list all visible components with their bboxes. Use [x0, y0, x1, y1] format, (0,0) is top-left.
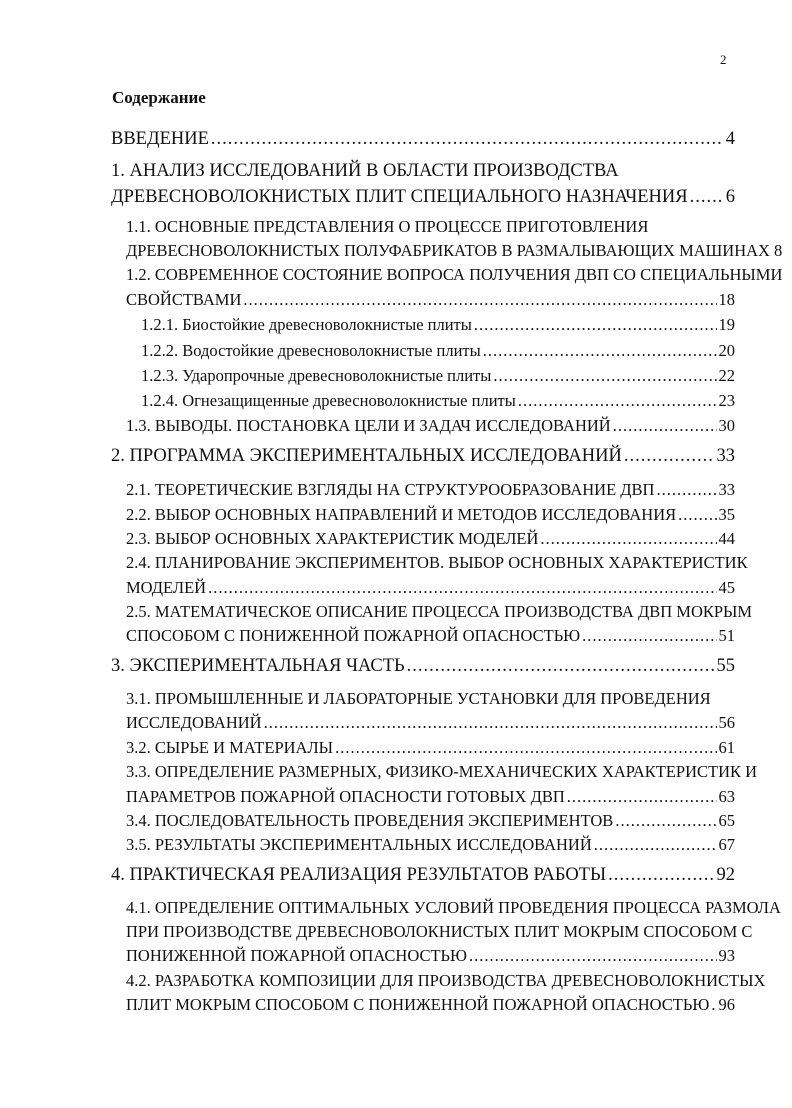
toc-entry-text: 2.2. ВЫБОР ОСНОВНЫХ НАПРАВЛЕНИЙ И МЕТОДОВ ИССЛЕДОВАНИЯ	[126, 505, 677, 524]
page-number: 2	[720, 52, 727, 67]
toc-entry-4-1-line-3[interactable]	[126, 946, 735, 966]
toc-entry-page: 30	[718, 416, 735, 435]
toc-entry-text: 3. ЭКСПЕРИМЕНТАЛЬНАЯ ЧАСТЬ	[111, 656, 405, 676]
toc-entry-2-3[interactable]	[126, 529, 735, 549]
toc-leader-dots	[493, 366, 716, 386]
toc-entry-page: 23	[718, 391, 735, 410]
toc-entry-page: 6	[725, 187, 735, 207]
toc-leader-dots	[208, 578, 716, 598]
toc-entry-1-2-3[interactable]	[141, 366, 735, 386]
toc-entry-page: 96	[718, 995, 735, 1014]
toc-entry-page: 45	[718, 578, 735, 597]
toc-leader-dots	[264, 713, 717, 733]
toc-entry-page: 8	[773, 241, 783, 260]
toc-entry-text: 3.5. РЕЗУЛЬТАТЫ ЭКСПЕРИМЕНТАЛЬНЫХ ИССЛЕДОВАНИЙ	[126, 835, 592, 854]
toc-entry-text: ВВЕДЕНИЕ	[111, 129, 209, 149]
toc-leader-dots	[582, 626, 716, 646]
toc-entry-text: ПОНИЖЕННОЙ ПОЖАРНОЙ ОПАСНОСТЬЮ	[126, 946, 467, 965]
toc-entry-1-2-line-2[interactable]	[126, 290, 735, 310]
toc-entry-text: 1.2.4. Огнезащищенные древесноволокнистые плиты	[141, 391, 516, 410]
toc-entry-text: ИССЛЕДОВАНИЙ	[126, 713, 262, 732]
toc-entry-page: 19	[718, 315, 735, 334]
toc-leader-dots	[594, 835, 717, 855]
toc-leader-dots	[678, 505, 716, 525]
toc-entry-2-4-line-1[interactable]	[126, 553, 748, 573]
toc-entry-text: ДРЕВЕСНОВОЛОКНИСТЫХ ПОЛУФАБРИКАТОВ В РАЗМАЛЫВАЮЩИХ МАШИНАХ	[126, 241, 770, 260]
toc-entry-text: 1.2.3. Ударопрочные древесноволокнистые плиты	[141, 366, 492, 385]
toc-entry-text: 3.1. ПРОМЫШЛЕННЫЕ И ЛАБОРАТОРНЫЕ УСТАНОВКИ ДЛЯ ПРОВЕДЕНИЯ	[126, 689, 711, 708]
toc-leader-dots	[243, 290, 716, 310]
toc-entry-text: 1.2.2. Водостойкие древесноволокнистые плиты	[141, 341, 481, 360]
toc-entry-3-1-line-1[interactable]	[126, 689, 711, 709]
toc-entry-text: 4. ПРАКТИЧЕСКАЯ РЕАЛИЗАЦИЯ РЕЗУЛЬТАТОВ РАБОТЫ	[111, 865, 607, 885]
toc-entry-text: 2.4. ПЛАНИРОВАНИЕ ЭКСПЕРИМЕНТОВ. ВЫБОР ОСНОВНЫХ ХАРАКТЕРИСТИК	[126, 553, 748, 572]
toc-entry-2-2[interactable]	[126, 505, 735, 525]
toc-entry-3-1-line-2[interactable]	[126, 713, 735, 733]
toc-leader-dots	[567, 787, 717, 807]
toc-entry-3-3-line-1[interactable]	[126, 762, 757, 782]
toc-entry-chapter-1-line-1[interactable]	[111, 161, 619, 182]
toc-entry-4-1-line-1[interactable]	[126, 898, 781, 918]
toc-entry-page: 93	[718, 946, 735, 965]
toc-entry-text: СПОСОБОМ С ПОНИЖЕННОЙ ПОЖАРНОЙ ОПАСНОСТЬЮ	[126, 626, 581, 645]
toc-entry-4-2-line-2[interactable]	[126, 995, 735, 1015]
toc-entry-text: 1. АНАЛИЗ ИССЛЕДОВАНИЙ В ОБЛАСТИ ПРОИЗВОДСТВА	[111, 161, 619, 181]
toc-entry-text: 1.2.1. Биостойкие древесноволокнистые плиты	[141, 315, 472, 334]
toc-entry-page: 33	[716, 446, 735, 466]
toc-entry-text: 3.2. СЫРЬЕ И МАТЕРИАЛЫ	[126, 738, 334, 757]
toc-leader-dots	[711, 995, 716, 1015]
toc-leader-dots	[615, 811, 716, 831]
toc-leader-dots	[656, 480, 716, 500]
toc-entry-1-3[interactable]	[126, 416, 735, 436]
toc-entry-text: 4.2. РАЗРАБОТКА КОМПОЗИЦИИ ДЛЯ ПРОИЗВОДСТВА ДРЕВЕСНОВОЛОКНИСТЫХ	[126, 971, 766, 990]
toc-entry-1-1-line-2[interactable]	[126, 241, 783, 261]
toc-entry-chapter-1-line-2[interactable]	[111, 187, 735, 208]
toc-title: Содержание	[112, 88, 206, 107]
toc-entry-text: 3.4. ПОСЛЕДОВАТЕЛЬНОСТЬ ПРОВЕДЕНИЯ ЭКСПЕРИМЕНТОВ	[126, 811, 614, 830]
toc-entry-2-5-line-1[interactable]	[126, 602, 752, 622]
toc-entry-page: 33	[718, 480, 735, 499]
toc-leader-dots	[474, 315, 717, 335]
toc-entry-text: ПАРАМЕТРОВ ПОЖАРНОЙ ОПАСНОСТИ ГОТОВЫХ ДВП	[126, 787, 565, 806]
toc-entry-3-5[interactable]	[126, 835, 735, 855]
toc-entry-4-1-line-2[interactable]	[126, 922, 752, 942]
toc-entry-page: 55	[716, 656, 735, 676]
toc-entry-page: 22	[718, 366, 735, 385]
toc-entry-1-2-2[interactable]	[141, 341, 735, 361]
toc-entry-text: ПЛИТ МОКРЫМ СПОСОБОМ С ПОНИЖЕННОЙ ПОЖАРНОЙ ОПАСНОСТЬЮ	[126, 995, 710, 1014]
toc-entry-text: МОДЕЛЕЙ	[126, 578, 207, 597]
toc-entry-text: 2. ПРОГРАММА ЭКСПЕРИМЕНТАЛЬНЫХ ИССЛЕДОВАНИЙ	[111, 446, 622, 466]
toc-entry-page: 18	[718, 290, 735, 309]
toc-entry-chapter-3[interactable]	[111, 656, 735, 677]
toc-leader-dots	[483, 341, 717, 361]
toc-entry-text: 1.1. ОСНОВНЫЕ ПРЕДСТАВЛЕНИЯ О ПРОЦЕССЕ ПРИГОТОВЛЕНИЯ	[126, 217, 649, 236]
toc-entry-page: 44	[718, 529, 735, 548]
toc-leader-dots	[469, 946, 717, 966]
toc-entry-page: 51	[718, 626, 735, 645]
toc-leader-dots	[613, 416, 717, 436]
toc-entry-text: 3.3. ОПРЕДЕЛЕНИЕ РАЗМЕРНЫХ, ФИЗИКО-МЕХАНИЧЕСКИХ ХАРАКТЕРИСТИК И	[126, 762, 758, 781]
toc-entry-page: 92	[716, 865, 735, 885]
toc-entry-chapter-4[interactable]	[111, 865, 735, 886]
toc-entry-page: 35	[718, 505, 735, 524]
toc-entry-3-2[interactable]	[126, 738, 735, 758]
toc-entry-2-1[interactable]	[126, 480, 735, 500]
toc-leader-dots	[211, 129, 724, 150]
toc-entry-text: 2.3. ВЫБОР ОСНОВНЫХ ХАРАКТЕРИСТИК МОДЕЛЕЙ	[126, 529, 539, 548]
toc-leader-dots	[540, 529, 716, 549]
toc-entry-page: 61	[718, 738, 735, 757]
toc-entry-text: СВОЙСТВАМИ	[126, 290, 242, 309]
toc-entry-2-4-line-2[interactable]	[126, 578, 735, 598]
toc-entry-page: 56	[718, 713, 735, 732]
toc-entry-text: 1.3. ВЫВОДЫ. ПОСТАНОВКА ЦЕЛИ И ЗАДАЧ ИССЛЕДОВАНИЙ	[126, 416, 611, 435]
toc-entry-1-2-4[interactable]	[141, 391, 735, 411]
toc-entry-text: 4.1. ОПРЕДЕЛЕНИЕ ОПТИМАЛЬНЫХ УСЛОВИЙ ПРОВЕДЕНИЯ ПРОЦЕССА РАЗМОЛА	[126, 898, 781, 917]
toc-entry-1-2-line-1[interactable]	[126, 265, 782, 285]
toc-leader-dots	[608, 865, 714, 886]
toc-entry-3-3-line-2[interactable]	[126, 787, 735, 807]
toc-entry-page: 20	[718, 341, 735, 360]
toc-leader-dots	[335, 738, 716, 758]
toc-entry-chapter-2[interactable]	[111, 446, 735, 467]
toc-entry-page: 63	[718, 787, 735, 806]
toc-entry-page: 67	[718, 835, 735, 854]
toc-entry-text: 2.1. ТЕОРЕТИЧЕСКИЕ ВЗГЛЯДЫ НА СТРУКТУРООБРАЗОВАНИЕ ДВП	[126, 480, 655, 499]
toc-entry-1-1-line-1[interactable]	[126, 217, 648, 237]
toc-entry-text: 2.5. МАТЕМАТИЧЕСКОЕ ОПИСАНИЕ ПРОЦЕССА ПРОИЗВОДСТВА ДВП МОКРЫМ	[126, 602, 753, 621]
toc-entry-text: ПРИ ПРОИЗВОДСТВЕ ДРЕВЕСНОВОЛОКНИСТЫХ ПЛИТ МОКРЫМ СПОСОБОМ С	[126, 922, 753, 941]
toc-entry-page: 4	[725, 129, 735, 149]
toc-leader-dots	[407, 656, 715, 677]
toc-entry-text: 1.2. СОВРЕМЕННОЕ СОСТОЯНИЕ ВОПРОСА ПОЛУЧЕНИЯ ДВП СО СПЕЦИАЛЬНЫМИ	[126, 265, 783, 284]
toc-leader-dots	[518, 391, 717, 411]
toc-entry-2-5-line-2[interactable]	[126, 626, 735, 646]
toc-entry-intro[interactable]	[111, 129, 735, 150]
toc-entry-page: 65	[718, 811, 735, 830]
toc-leader-dots	[690, 187, 724, 208]
toc-entry-text: ДРЕВЕСНОВОЛОКНИСТЫХ ПЛИТ СПЕЦИАЛЬНОГО НАЗНАЧЕНИЯ	[111, 187, 688, 207]
toc-entry-4-2-line-1[interactable]	[126, 971, 765, 991]
toc-leader-dots	[624, 446, 715, 467]
toc-entry-1-2-1[interactable]	[141, 315, 735, 335]
toc-entry-3-4[interactable]	[126, 811, 735, 831]
